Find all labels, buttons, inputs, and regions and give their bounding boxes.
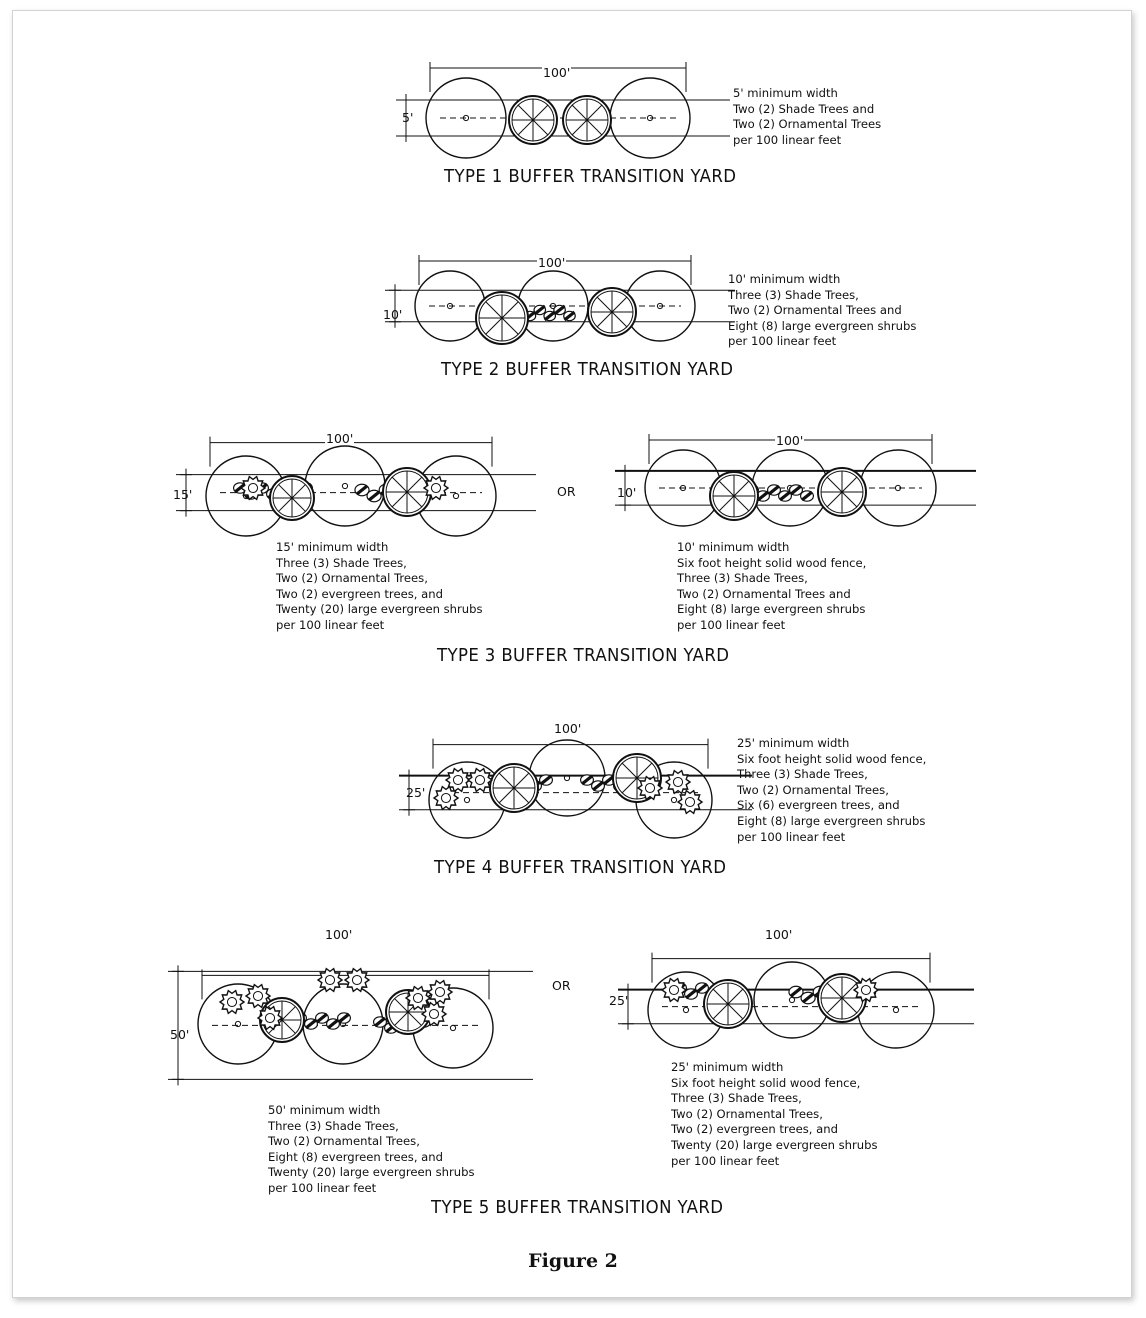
note-line: Eight (8) large evergreen shrubs	[737, 813, 926, 828]
note-line: Two (2) Ornamental Trees,	[268, 1134, 420, 1149]
note-line: Two (2) Ornamental Trees and	[677, 586, 851, 601]
note-line: Six (6) evergreen trees, and	[737, 798, 900, 813]
figure-caption: Figure 2	[528, 1250, 618, 1272]
note-line: per 100 linear feet	[268, 1180, 377, 1195]
note-line: Two (2) Ornamental Trees,	[276, 571, 428, 586]
note-line: 25' minimum width	[737, 736, 850, 750]
note-line: Two (2) evergreen trees, and	[671, 1122, 838, 1137]
type5-option-b-width-dimension: 25'	[609, 993, 629, 1008]
note-line: per 100 linear feet	[733, 132, 842, 147]
note-line: per 100 linear feet	[677, 617, 786, 632]
shade-tree-trunk	[683, 1007, 688, 1012]
note-line: 25' minimum width	[671, 1060, 784, 1074]
type3-option-a-width-dimension: 15'	[173, 487, 193, 502]
note-line: Three (3) Shade Trees,	[728, 287, 859, 302]
type4-title: TYPE 4 BUFFER TRANSITION YARD	[434, 857, 727, 878]
note-line: Twenty (20) large evergreen shrubs	[671, 1137, 878, 1152]
note-line: 10' minimum width	[677, 540, 790, 554]
note-line: Three (3) Shade Trees,	[276, 555, 407, 570]
type3-option-b-length-dimension: 100'	[776, 433, 804, 448]
type1-width-dimension: 5'	[402, 110, 414, 125]
type3-or-label: OR	[557, 484, 576, 499]
type3-option-b-width-dimension: 10'	[617, 485, 637, 500]
type5-option-b-length-dimension: 100'	[765, 927, 793, 942]
note-line: 50' minimum width	[268, 1103, 381, 1117]
type5-option-a-length-dimension: 100'	[325, 927, 353, 942]
note-line: Two (2) Ornamental Trees	[733, 117, 882, 132]
note-line: Six foot height solid wood fence,	[737, 751, 927, 766]
note-line: 15' minimum width	[276, 540, 389, 554]
note-line: per 100 linear feet	[728, 334, 837, 349]
note-line: Two (2) evergreen trees, and	[276, 586, 443, 601]
note-line: Six foot height solid wood fence,	[671, 1075, 861, 1090]
note-line: Eight (8) large evergreen shrubs	[728, 318, 917, 333]
note-line: Three (3) Shade Trees,	[737, 767, 868, 782]
note-line: Twenty (20) large evergreen shrubs	[268, 1165, 475, 1180]
type1-length-dimension: 100'	[543, 65, 571, 80]
shade-tree-trunk	[789, 997, 794, 1002]
evergreen-tree-symbol	[662, 979, 686, 1002]
note-line: Six foot height solid wood fence,	[677, 555, 867, 570]
type2-title: TYPE 2 BUFFER TRANSITION YARD	[441, 359, 734, 380]
type5-option-a-notes	[268, 1103, 475, 1197]
type5-option-a-width-dimension: 50'	[170, 1027, 190, 1042]
note-line: per 100 linear feet	[671, 1153, 780, 1168]
note-line: Three (3) Shade Trees,	[671, 1091, 802, 1106]
note-line: Eight (8) evergreen trees, and	[268, 1149, 443, 1164]
note-line: Twenty (20) large evergreen shrubs	[276, 602, 483, 617]
type2-width-dimension: 10'	[383, 307, 403, 322]
type3-title: TYPE 3 BUFFER TRANSITION YARD	[437, 645, 730, 666]
type4-length-dimension: 100'	[554, 721, 582, 736]
type1-title: TYPE 1 BUFFER TRANSITION YARD	[444, 166, 737, 187]
note-line: 10' minimum width	[728, 272, 841, 286]
type5-option-b-notes	[671, 1060, 878, 1169]
type5-title: TYPE 5 BUFFER TRANSITION YARD	[431, 1197, 724, 1218]
note-line: Three (3) Shade Trees,	[268, 1118, 399, 1133]
note-line: Two (2) Ornamental Trees and	[728, 303, 902, 318]
note-line: Two (2) Ornamental Trees,	[737, 782, 889, 797]
type4-width-dimension: 25'	[406, 785, 426, 800]
note-line: per 100 linear feet	[276, 617, 385, 632]
type2-length-dimension: 100'	[538, 255, 566, 270]
note-line: per 100 linear feet	[737, 829, 846, 844]
note-line: 5' minimum width	[733, 86, 838, 100]
note-line: Two (2) Shade Trees and	[733, 101, 875, 116]
note-line: Three (3) Shade Trees,	[677, 571, 808, 586]
type5-or-label: OR	[552, 978, 571, 993]
type3-option-a-length-dimension: 100'	[326, 431, 354, 446]
shade-tree-trunk	[893, 1007, 898, 1012]
note-line: Two (2) Ornamental Trees,	[671, 1106, 823, 1121]
note-line: Eight (8) large evergreen shrubs	[677, 602, 866, 617]
